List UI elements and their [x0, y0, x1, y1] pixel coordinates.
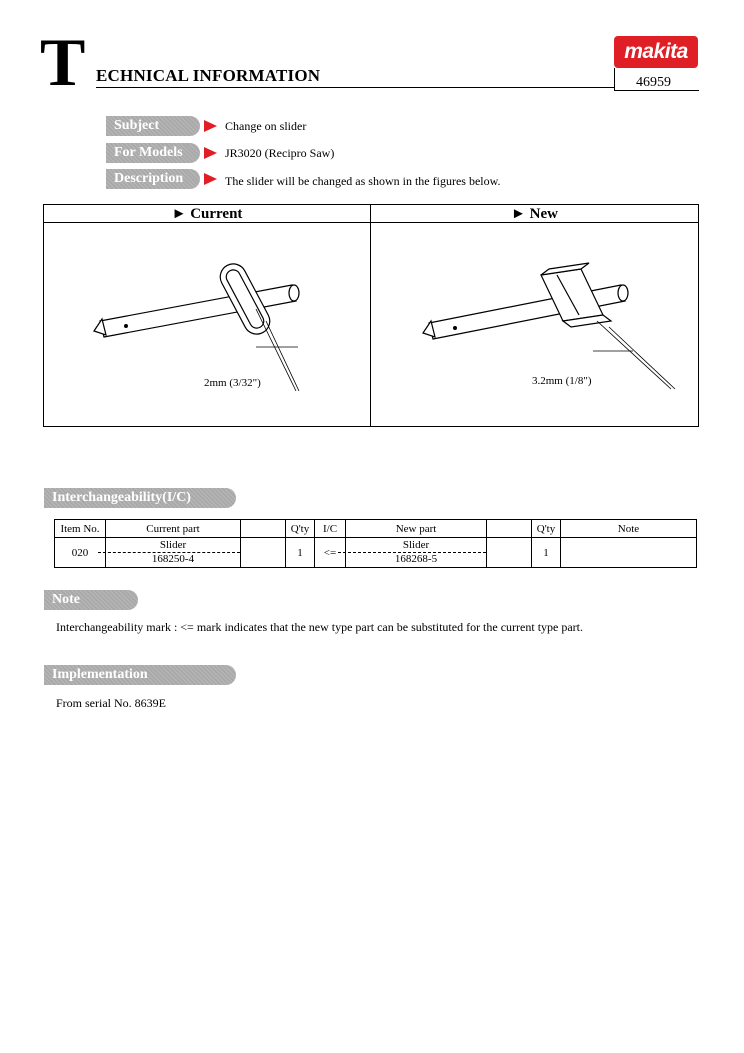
ic-mark: <=	[315, 538, 346, 568]
current-dimension: 2mm (3/32")	[204, 377, 261, 389]
header-new-part: New part	[346, 520, 487, 538]
header-note: Note	[561, 520, 697, 538]
current-qty: 1	[286, 538, 315, 568]
title-initial: T	[40, 24, 86, 100]
document-number: 46959	[636, 75, 671, 90]
note-label: Note	[44, 590, 138, 610]
current-slider-drawing	[44, 223, 370, 426]
figure-comparison	[43, 204, 699, 427]
arrow-right-icon	[204, 173, 217, 185]
new-part-number: 168268-5	[338, 552, 486, 566]
header-blank	[487, 520, 532, 538]
interchangeability-table	[54, 519, 697, 568]
header-qty: Q'ty	[532, 520, 561, 538]
note-text: Interchangeability mark : <= mark indicates that the new type part can be substituted for the current type part.	[56, 620, 584, 634]
arrow-right-icon	[204, 120, 217, 132]
new-part-cell	[346, 538, 487, 568]
note-cell	[561, 538, 697, 568]
current-heading: ► Current	[44, 205, 370, 223]
new-qty: 1	[532, 538, 561, 568]
arrow-right-icon	[204, 147, 217, 159]
new-dimension: 3.2mm (1/8")	[532, 375, 592, 387]
title-rule	[96, 87, 615, 88]
header-qty: Q'ty	[286, 520, 315, 538]
subject-value: Change on slider	[225, 119, 307, 133]
makita-logo: makita	[614, 36, 698, 68]
new-heading: ► New	[371, 205, 698, 223]
description-value: The slider will be changed as shown in the figures below.	[225, 174, 501, 188]
header-blank	[241, 520, 286, 538]
for-models-value: JR3020 (Recipro Saw)	[225, 146, 335, 160]
implementation-text: From serial No. 8639E	[56, 696, 166, 710]
description-label: Description	[106, 169, 200, 189]
implementation-label: Implementation	[44, 665, 236, 685]
current-part-cell	[106, 538, 241, 568]
subject-label: Subject	[106, 116, 200, 136]
header-current-part: Current part	[106, 520, 241, 538]
for-models-label: For Models	[106, 143, 200, 163]
table-row	[55, 538, 697, 568]
item-no: 020	[55, 538, 106, 568]
header-item-no: Item No.	[55, 520, 106, 538]
table-header-row	[55, 520, 697, 538]
current-part-name: Slider	[159, 539, 187, 551]
current-part-number: 168250-4	[98, 552, 240, 566]
new-slider-drawing	[371, 223, 698, 426]
new-part-name: Slider	[402, 539, 430, 551]
header-ic: I/C	[315, 520, 346, 538]
interchangeability-label: Interchangeability(I/C)	[44, 488, 236, 508]
page-title: ECHNICAL INFORMATION	[96, 66, 321, 85]
